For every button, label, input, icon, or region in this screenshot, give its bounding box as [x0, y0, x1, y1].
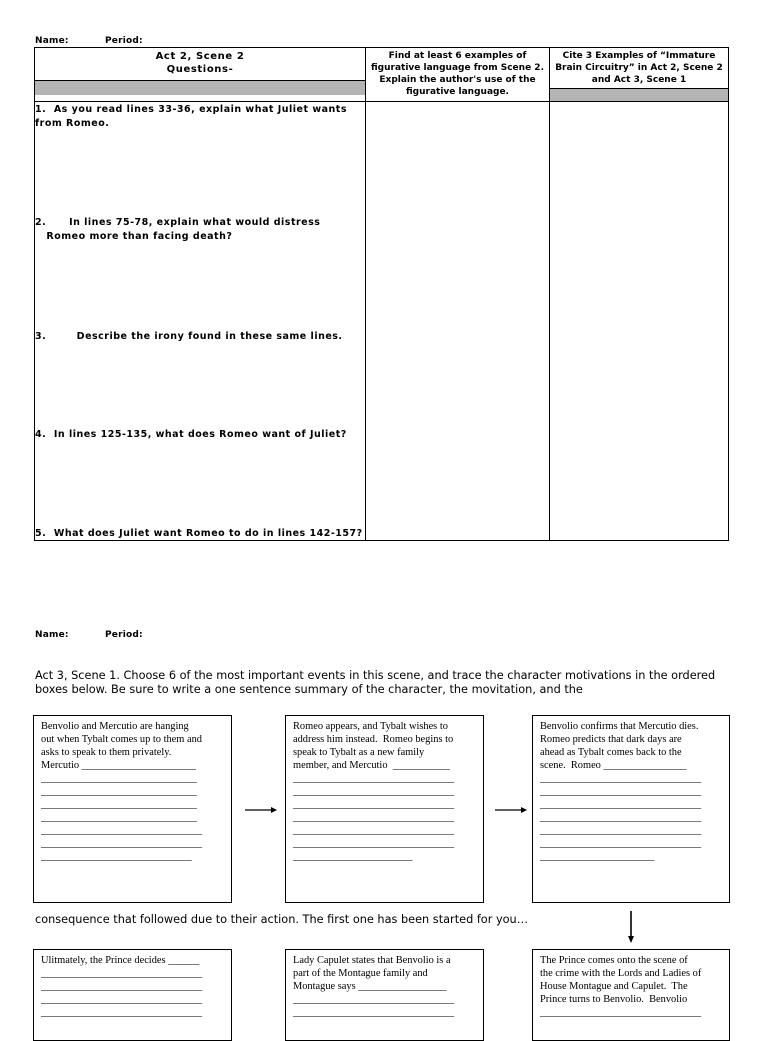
- event-box-5[interactable]: [285, 949, 484, 1041]
- event-box-5-text: Lady Capulet states that Benvolio is a part of the Montague family and Montague says _________________ _______________________________ _______________________________: [293, 955, 455, 1018]
- questions-cell: [35, 102, 366, 541]
- name-label: Name:: [35, 36, 69, 46]
- event-box-6-text: Ulitmately, the Prince decides ______ _______________________________ _______________________________ _______________________________ _______________________________: [41, 955, 203, 1018]
- event-box-4-text: The Prince comes onto the scene of the crime with the Lords and Ladies of House Montague and Capulet. The Prince turns to Benvolio. Benvolio _______________________________: [540, 955, 702, 1018]
- question-4: 4. In lines 125-135, what does Romeo want of Juliet?: [35, 429, 347, 440]
- table-header-row: [35, 48, 729, 102]
- question-5: 5. What does Juliet want Romeo to do in lines 142-157?: [35, 528, 363, 539]
- right-arrow-icon: [244, 805, 278, 815]
- event-box-6[interactable]: [33, 949, 232, 1041]
- col2-header-text: Find at least 6 examples of figurative language from Scene 2. Explain the author's use of the figurative language.: [371, 51, 544, 97]
- col1-title: Act 2, Scene 2: [155, 51, 245, 62]
- instructions-text: Act 3, Scene 1. Choose 6 of the most important events in this scene, and trace the character motivations in the ordered boxes below. Be sure to write a one sentence summary of the character, the movitation, and the: [35, 669, 716, 696]
- question-1: 1. As you read lines 33-36, explain what Juliet wants from Romeo.: [35, 104, 347, 129]
- event-box-2-text: Romeo appears, and Tybalt wishes to address him instead. Romeo begins to speak to Tybalt as a new family member, and Mercutio ___________ _______________________________ _______________________________ _______________________________ _______________________________ _______________________________ _______________________________ _______________________: [293, 721, 455, 862]
- col-header-figurative: [366, 48, 550, 102]
- event-box-2[interactable]: [285, 715, 484, 903]
- col-header-questions: [35, 48, 366, 102]
- down-arrow-icon: [625, 910, 637, 944]
- brain-circuitry-answer-cell[interactable]: [550, 102, 729, 541]
- question-3: 3. Describe the irony found in these same lines.: [35, 331, 343, 342]
- table-answer-row: [35, 102, 729, 541]
- col1-shaded-bar: [35, 80, 365, 95]
- period-label-2: Period:: [105, 630, 143, 640]
- questions-table: [34, 47, 729, 541]
- event-box-1[interactable]: [33, 715, 232, 903]
- col-header-brain-circuitry: [550, 48, 729, 102]
- question-2: 2. In lines 75-78, explain what would distress Romeo more than facing death?: [35, 217, 321, 242]
- col3-header-text: Cite 3 Examples of “Immature Brain Circuitry” in Act 2, Scene 2 and Act 3, Scene 1: [555, 51, 723, 85]
- col3-shaded-bar: [550, 88, 728, 101]
- period-label: Period:: [105, 36, 143, 46]
- instructions-continued: consequence that followed due to their action. The first one has been started for you…: [35, 913, 529, 926]
- name-label-2: Name:: [35, 630, 69, 640]
- event-box-1-text: Benvolio and Mercutio are hanging out when Tybalt comes up to them and asks to speak to them privately. Mercutio ______________________ ______________________________ ______________________________ ______________________________ ______________________________ _______________________________ _______________________________ _____________________________: [41, 721, 203, 862]
- right-arrow-icon: [494, 805, 528, 815]
- event-box-3-text: Benvolio confirms that Mercutio dies. Romeo predicts that dark days are ahead as Tybalt comes back to the scene. Romeo ________________ _______________________________ _______________________________ _______________________________ _______________________________ _______________________________ _______________________________ ______________________: [540, 721, 702, 862]
- event-box-3[interactable]: [532, 715, 730, 903]
- col1-subtitle: Questions-: [166, 64, 234, 75]
- figurative-answer-cell[interactable]: [366, 102, 550, 541]
- event-box-4[interactable]: [532, 949, 730, 1041]
